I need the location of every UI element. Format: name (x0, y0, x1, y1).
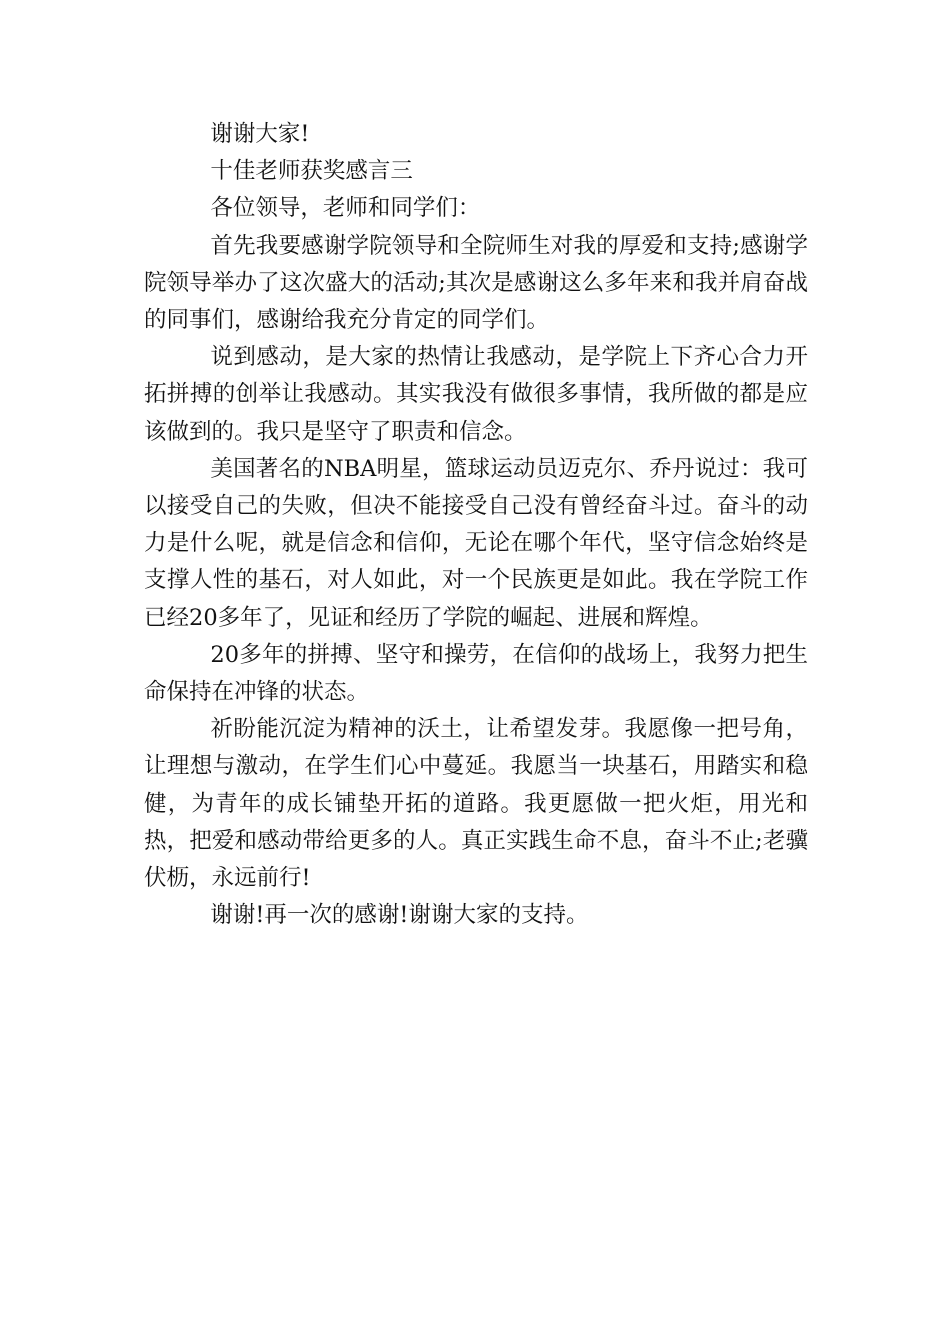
paragraph-twenty-years: 20多年的拼搏、坚守和操劳，在信仰的战场上，我努力把生命保持在冲锋的状态。 (144, 641, 808, 706)
document-body (144, 116, 808, 934)
paragraph-moved: 说到感动，是大家的热情让我感动，是学院上下齐心合力开拓拼搏的创举让我感动。其实我没有做很多事情，我所做的都是应该做到的。我只是坚守了职责和信念。 (144, 344, 808, 445)
paragraph-thanks: 谢谢大家! (210, 121, 310, 147)
paragraph-closing: 谢谢!再一次的感谢!谢谢大家的支持。 (210, 902, 589, 929)
paragraph-hope: 祈盼能沉淀为精神的沃土，让希望发芽。我愿像一把号角，让理想与激动，在学生们心中蔓延。我愿当一块基石，用踏实和稳健，为青年的成长铺垫开拓的道路。我更愿做一把火炬，用光和热，把爱和感动带给更多的人。真正实践生命不息，奋斗不止;老骥伏枥，永远前行! (144, 716, 808, 892)
paragraph-jordan-quote: 美国著名的NBA明星，篮球运动员迈克尔、乔丹说过：我可以接受自己的失败，但决不能接受自己没有曾经奋斗过。奋斗的动力是什么呢，就是信念和信仰，无论在哪个年代，坚守信念始终是支撑人性的基石，对人如此，对一个民族更是如此。我在学院工作已经20多年了，见证和经历了学院的崛起、进展和辉煌。 (144, 455, 808, 631)
paragraph-gratitude: 首先我要感谢学院领导和全院师生对我的厚爱和支持;感谢学院领导举办了这次盛大的活动;其次是感谢这么多年来和我并肩奋战的同事们，感谢给我充分肯定的同学们。 (144, 232, 808, 334)
salutation: 各位领导，老师和同学们： (210, 195, 481, 222)
section-title: 十佳老师获奖感言三 (210, 158, 413, 185)
